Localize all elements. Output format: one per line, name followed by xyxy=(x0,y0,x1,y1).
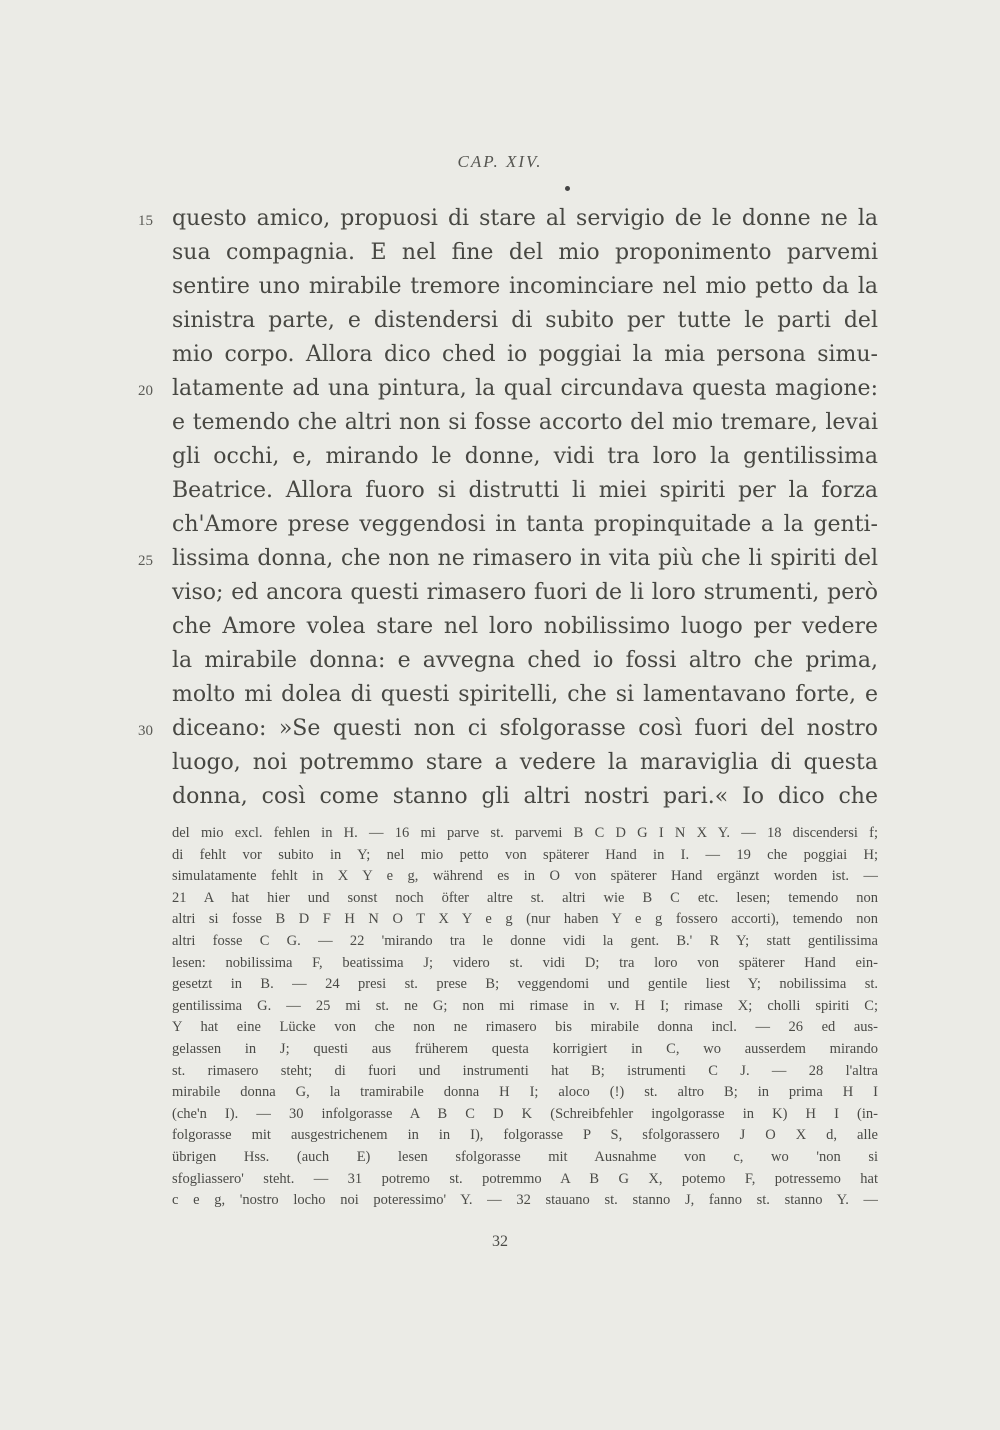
footnote-line: gentilissima G. — 25 mi st. ne G; non mi rimase in v. H I; rimase X; cholli spiriti C; xyxy=(172,997,878,1014)
text-line xyxy=(172,270,878,304)
footnote-line: c e g, 'nostro locho noi poteressimo' Y. — 32 stauano st. stanno J, fanno st. stanno Y. — xyxy=(172,1192,878,1209)
line-text: che Amore volea stare nel loro nobilissimo luogo per vedere xyxy=(172,614,878,639)
footnote-line: gelassen in J; questi aus früherem questa korrigiert in C, wo ausserdem mirando xyxy=(172,1040,878,1057)
footnotes-block xyxy=(172,823,878,1212)
footnote-line: del mio excl. fehlen in H. — 16 mi parve st. parvemi B C D G I N X Y. — 18 discendersi f; xyxy=(172,825,878,841)
text-line xyxy=(172,644,878,678)
text-line xyxy=(172,338,878,372)
footnote-line: mirabile donna G, la tramirabile donna H I; aloco (!) st. altro B; in prima H I xyxy=(172,1084,878,1101)
footnote-line: altri fosse C G. — 22 'mirando tra le donne vidi la gent. B.' R Y; statt gentilissima xyxy=(172,932,878,949)
text-line xyxy=(138,542,878,576)
text-line xyxy=(172,678,878,712)
text-line xyxy=(172,474,878,508)
text-line xyxy=(138,372,878,406)
text-line xyxy=(172,780,878,814)
text-line xyxy=(138,712,878,746)
line-text: questo amico, propuosi di stare al servigio de le donne ne la xyxy=(172,206,878,231)
line-text: viso; ed ancora questi rimasero fuori de li loro strumenti, però xyxy=(172,580,878,605)
line-number: 15 xyxy=(138,213,153,229)
line-text: sentire uno mirabile tremore incominciare nel mio petto da la xyxy=(172,274,878,299)
line-text: la mirabile donna: e avvegna ched io fossi altro che prima, xyxy=(172,648,878,673)
line-text: ch'Amore prese veggendosi in tanta propinquitade a la genti- xyxy=(172,512,878,537)
line-text: latamente ad una pintura, la qual circundava questa magione: xyxy=(172,376,878,401)
line-text: sinistra parte, e distendersi di subito per tutte le parti del xyxy=(172,308,878,333)
text-line xyxy=(172,440,878,474)
footnote-line: 21 A hat hier und sonst noch öfter altre st. altri wie B C etc. lesen; temendo non xyxy=(172,889,878,906)
line-text: e temendo che altri non si fosse accorto del mio tremare, levai xyxy=(172,410,878,435)
footnote-line: lesen: nobilissima F, beatissima J; videro st. vidi D; tra loro von späterer Hand ein- xyxy=(172,954,878,971)
text-line xyxy=(172,610,878,644)
footnote-line: di fehlt vor subito in Y; nel mio petto von späterer Hand in I. — 19 che poggiai H; xyxy=(172,846,878,863)
line-number: 30 xyxy=(138,723,153,739)
line-number: 20 xyxy=(138,383,153,399)
footnote-line: st. rimasero steht; di fuori und instrumenti hat B; istrumenti C J. — 28 l'altra xyxy=(172,1062,878,1079)
main-text-block xyxy=(138,202,878,814)
text-line xyxy=(172,576,878,610)
footnote-line: Y hat eine Lücke von che non ne rimasero bis mirabile donna incl. — 26 ed aus- xyxy=(172,1019,878,1036)
footnote-line: gesetzt in B. — 24 presi st. prese B; veggendomi und gentile liest Y; nobilissima st. xyxy=(172,976,878,993)
line-text: lissima donna, che non ne rimasero in vita più che li spiriti del xyxy=(172,546,878,571)
page-number: 32 xyxy=(492,1233,508,1250)
ink-speck xyxy=(565,186,570,191)
text-line xyxy=(172,304,878,338)
footnote-line: simulatamente fehlt in X Y e g, während es in O von späterer Hand ergänzt worden ist. — xyxy=(172,868,878,885)
footnote-line: übrigen Hss. (auch E) lesen sfolgorasse mit Ausnahme von c, wo 'non si xyxy=(172,1148,878,1165)
line-text: luogo, noi potremmo stare a vedere la maraviglia di questa xyxy=(172,750,878,775)
line-text: sua compagnia. E nel fine del mio proponimento parvemi xyxy=(172,240,878,265)
text-line xyxy=(172,236,878,270)
text-line xyxy=(172,746,878,780)
footnote-line: altri si fosse B D F H N O T X Y e g (nur haben Y e g fossero accorti), temendo non xyxy=(172,911,878,928)
line-text: mio corpo. Allora dico ched io poggiai la mia persona simu- xyxy=(172,342,878,367)
line-text: Beatrice. Allora fuoro si distrutti li miei spiriti per la forza xyxy=(172,478,878,503)
text-line xyxy=(172,406,878,440)
line-text: molto mi dolea di questi spiritelli, che si lamentavano forte, e xyxy=(172,682,878,707)
line-text: gli occhi, e, mirando le donne, vidi tra loro la gentilissima xyxy=(172,444,878,469)
footnote-line: (che'n I). — 30 infolgorasse A B C D K (Schreibfehler ingolgorasse in K) H I (in- xyxy=(172,1105,878,1122)
line-number: 25 xyxy=(138,553,153,569)
line-text: donna, così come stanno gli altri nostri pari.« Io dico che xyxy=(172,784,878,809)
footnote-line: sfogliassero' steht. — 31 potremo st. potremmo A B G X, potemo F, potressemo hat xyxy=(172,1170,878,1187)
footnote-line: folgorasse mit ausgestrichenem in in I), folgorasse P S, sfolgorassero J O X d, alle xyxy=(172,1127,878,1144)
text-line xyxy=(172,508,878,542)
line-text: diceano: »Se questi non ci sfolgorasse così fuori del nostro xyxy=(172,716,878,741)
text-line xyxy=(138,202,878,236)
running-head: CAP. XIV. xyxy=(457,152,543,171)
